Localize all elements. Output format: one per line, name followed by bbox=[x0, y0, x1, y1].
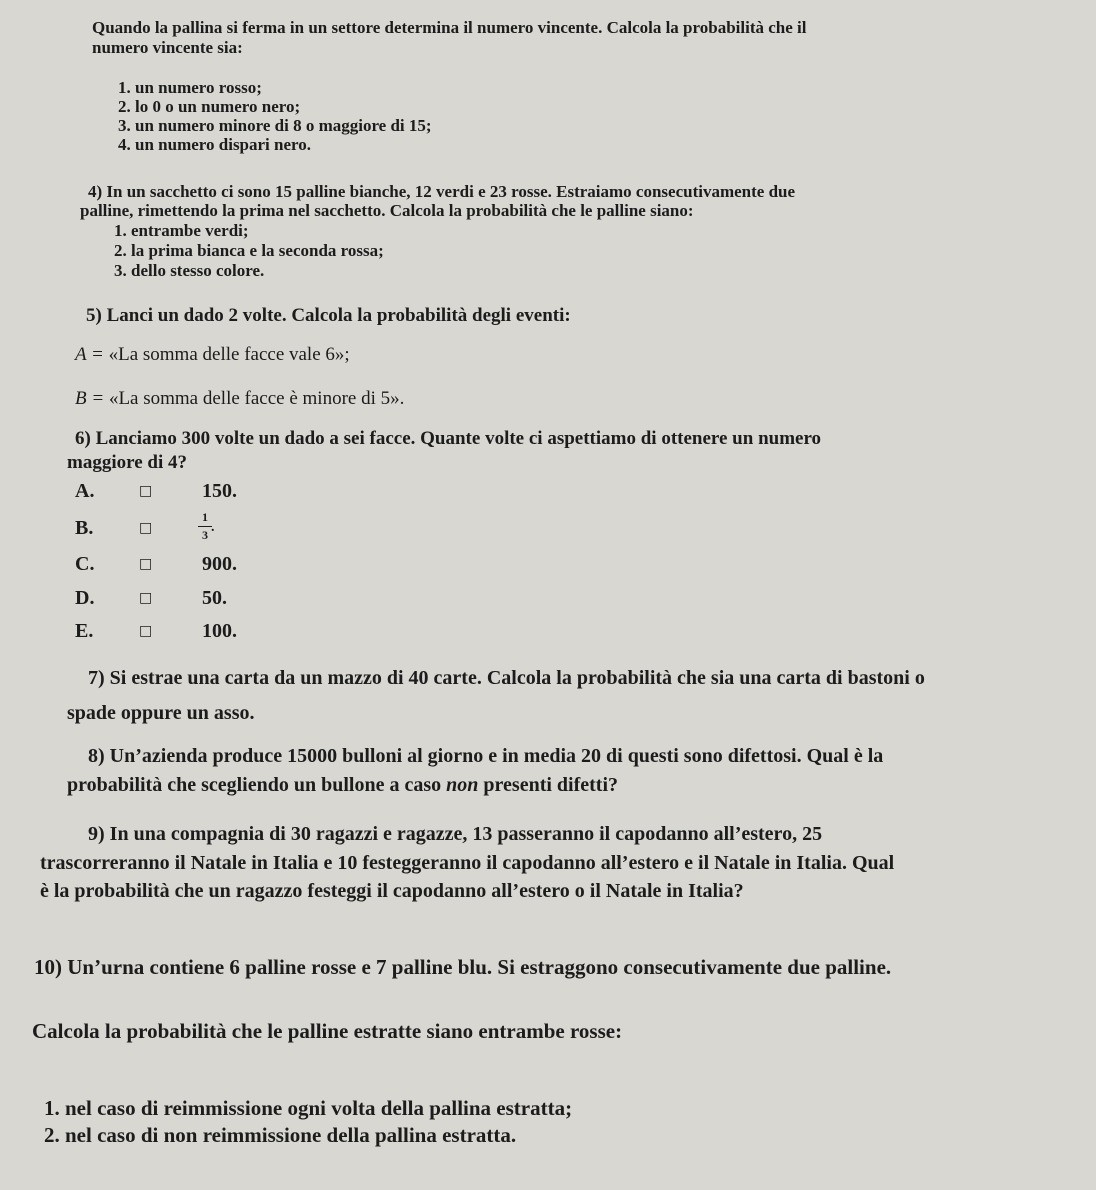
intro-line-2: numero vincente sia: bbox=[92, 38, 243, 57]
q6-option-b-suffix: . bbox=[211, 520, 215, 535]
q4-line-1: 4) In un sacchetto ci sono 15 palline bianche, 12 verdi e 23 rosse. Estraiamo consecutivamente due bbox=[88, 182, 796, 201]
q6-line-2: maggiore di 4? bbox=[67, 452, 187, 473]
event-b-text: «La somma delle facce è minore di 5». bbox=[108, 388, 405, 409]
q6-option-a-value: 150. bbox=[202, 480, 237, 502]
q9-line-2: trascorreranno il Natale in Italia e 10 festeggeranno il capodanno all’estero e il Natale in Italia. Qual bbox=[40, 852, 895, 874]
q10-item-2: 2. nel caso di non reimmissione della pallina estratta. bbox=[44, 1123, 517, 1147]
q5-event-a bbox=[75, 344, 350, 366]
intro-line-1: Quando la pallina si ferma in un settore determina il numero vincente. Calcola la probabilità che il bbox=[92, 18, 807, 37]
event-a-symbol: A = bbox=[75, 344, 104, 365]
fraction-numerator: 1 bbox=[202, 510, 208, 524]
intro-item-2: 2. lo 0 o un numero nero; bbox=[118, 97, 301, 116]
q6-option-c-letter: C. bbox=[75, 553, 95, 575]
q5-event-b bbox=[75, 388, 404, 410]
event-a-text: «La somma delle facce vale 6»; bbox=[108, 344, 350, 365]
q5-line-1: 5) Lanci un dado 2 volte. Calcola la probabilità degli eventi: bbox=[86, 305, 571, 326]
q4-item-1: 1. entrambe verdi; bbox=[114, 221, 249, 240]
intro-item-1: 1. un numero rosso; bbox=[118, 78, 262, 97]
q6-line-1: 6) Lanciamo 300 volte un dado a sei facce. Quante volte ci aspettiamo di ottenere un numero bbox=[75, 428, 822, 449]
q8-line-2 bbox=[67, 774, 618, 797]
event-b-symbol: B = bbox=[75, 388, 105, 409]
q4-line-2: palline, rimettendo la prima nel sacchetto. Calcola la probabilità che le palline siano: bbox=[80, 201, 694, 220]
q8-non-word: non bbox=[446, 774, 479, 796]
fraction-bar bbox=[198, 526, 212, 527]
intro-item-4: 4. un numero dispari nero. bbox=[118, 135, 312, 154]
q7-line-2: spade oppure un asso. bbox=[67, 702, 255, 724]
q6-option-a-checkbox[interactable]: □ bbox=[139, 483, 153, 499]
q10-line-2: Calcola la probabilità che le palline estratte siano entrambe rosse: bbox=[32, 1019, 623, 1043]
q6-option-d-value: 50. bbox=[202, 587, 227, 609]
q6-option-d-letter: D. bbox=[75, 587, 95, 609]
q8-line-2-end: presenti difetti? bbox=[483, 774, 618, 796]
q6-option-c-checkbox[interactable]: □ bbox=[139, 556, 153, 572]
q6-option-b-checkbox[interactable]: □ bbox=[139, 520, 153, 536]
fraction-denominator: 3 bbox=[202, 528, 208, 542]
q6-option-b-fraction bbox=[198, 510, 212, 543]
q4-item-2: 2. la prima bianca e la seconda rossa; bbox=[114, 241, 384, 260]
q6-option-e-letter: E. bbox=[75, 620, 94, 642]
q6-option-d-checkbox[interactable]: □ bbox=[139, 590, 153, 606]
q4-item-3: 3. dello stesso colore. bbox=[114, 261, 265, 280]
q8-line-1: 8) Un’azienda produce 15000 bulloni al giorno e in media 20 di questi sono difettosi. Qual è la bbox=[88, 745, 884, 767]
q8-line-2-start: probabilità che scegliendo un bullone a caso bbox=[67, 774, 442, 796]
q10-item-1: 1. nel caso di reimmissione ogni volta della pallina estratta; bbox=[44, 1096, 573, 1120]
q6-option-e-checkbox[interactable]: □ bbox=[139, 623, 153, 639]
q9-line-3: è la probabilità che un ragazzo festeggi il capodanno all’estero o il Natale in Italia? bbox=[40, 880, 744, 902]
q10-line-1: 10) Un’urna contiene 6 palline rosse e 7 palline blu. Si estraggono consecutivamente due palline. bbox=[34, 955, 892, 979]
q9-line-1: 9) In una compagnia di 30 ragazzi e ragazze, 13 passeranno il capodanno all’estero, 25 bbox=[88, 823, 823, 845]
q6-option-e-value: 100. bbox=[202, 620, 237, 642]
intro-item-3: 3. un numero minore di 8 o maggiore di 15; bbox=[118, 116, 432, 135]
q6-option-a-letter: A. bbox=[75, 480, 95, 502]
q7-line-1: 7) Si estrae una carta da un mazzo di 40 carte. Calcola la probabilità che sia una carta di bastoni o bbox=[88, 667, 925, 689]
q6-option-c-value: 900. bbox=[202, 553, 237, 575]
q6-option-b-letter: B. bbox=[75, 517, 94, 539]
